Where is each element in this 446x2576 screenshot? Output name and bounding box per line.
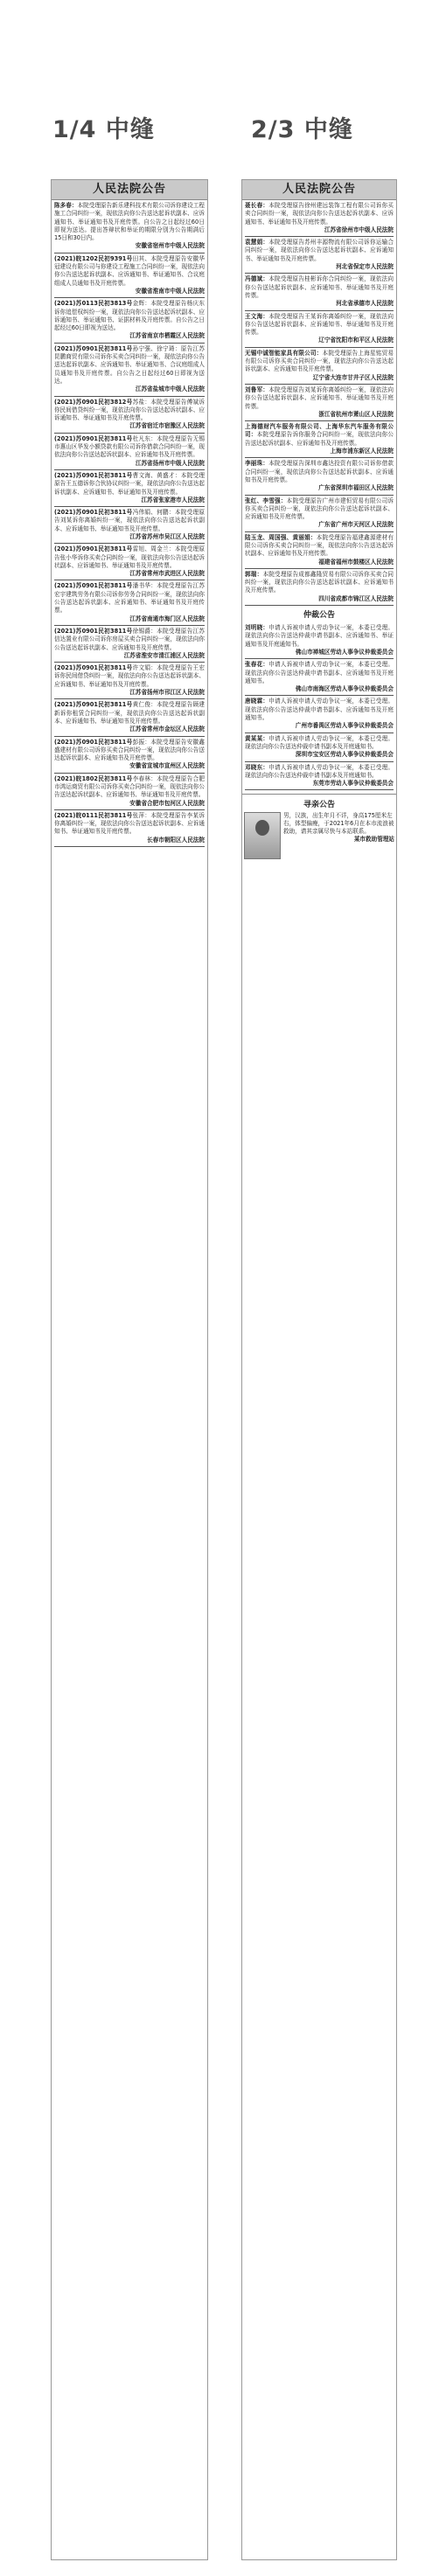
notice-separator (54, 625, 205, 626)
left-notice (54, 509, 205, 541)
notice-separator (54, 662, 205, 663)
notice-case: (2021)苏0901民初3811号 (54, 664, 133, 672)
notice-court: 安徽省宿州市中级人民法院 (135, 242, 205, 250)
notice-separator (245, 761, 394, 762)
notice-body: 李春林：本院受理原告合肥市鸿运商贸有限公司诉你买卖合同纠纷一案，现依法向你公告送达起诉状副本、应诉通知书、举证通知书及开庭传票。 (54, 774, 205, 799)
notice-court: 江苏省扬州市邗江区人民法院 (129, 689, 205, 697)
notice-separator (245, 605, 394, 606)
notice-separator (54, 343, 205, 344)
ad-text (283, 812, 394, 859)
notice-court: 福建省福州市鼓楼区人民法院 (318, 558, 394, 566)
right-notice (245, 313, 394, 345)
notice-court: 江苏省徐州市中级人民法院 (324, 226, 394, 233)
notice-separator (245, 236, 394, 237)
notice-body: 苏盐：本院受理原告傅斌诉你民间借贷纠纷一案，现依法向你公告送达起诉状副本、应诉通知书、举证通知书及开庭传票。 (54, 398, 205, 422)
notice-case: (2021)苏0901民初3811号 (54, 434, 133, 442)
notice-separator (54, 506, 205, 507)
notice-separator (245, 568, 394, 569)
notice-separator (245, 531, 394, 532)
notice-case: (2021)皖1802民初3811号 (54, 774, 133, 782)
notice-case: 张春花： (245, 661, 269, 669)
notice-court: 广东省广州市天河区人民法院 (318, 521, 394, 529)
person-photo (244, 812, 281, 859)
notice-court: 广东省深圳市福田区人民法院 (318, 484, 394, 492)
missing-person-ad (242, 794, 396, 861)
notice-body: 田其、本院受理原告安徽华冠建设有限公司与你建设工程施工合同纠纷一案，现依法向你公告送达起诉状副本、应诉通知书、举证通知书、合议庭组成人员通知书及开庭传票。 (54, 254, 205, 287)
notice-court: 四川省成都市锦江区人民法院 (318, 594, 394, 602)
left-notice (54, 812, 205, 844)
notice-court: 河北省保定市人民法院 (336, 263, 394, 271)
notice-body: 本院受理原告新乐建科技术有限公司诉你建设工程施工合同纠纷一案，现依法向你公告送达起诉状副本、应诉通知书、举证通知书及开庭传票。自公告之日起经过60日即视为送达。提出答辩状和举证的期限分别为公告期满后15日和30日内。 (54, 202, 206, 242)
notice-separator (245, 273, 394, 274)
notice-case: (2021)苏0901民初3811号 (54, 471, 133, 479)
notice-body: 本院受理原告成都鑫隆贸易有限公司诉你买卖合同纠纷一案，现依法向你公告送达起诉状副本、应诉通知书及开庭传票。 (245, 570, 394, 594)
notice-body: 申请人诉被申请人劳动争议一案，本委已受理。现依法向你公告送达仲裁申请书副本、应诉通知书及开庭通知书。 (245, 698, 394, 722)
right-notice (245, 350, 394, 382)
notice-case: 王文海： (245, 312, 269, 320)
notice-separator (54, 736, 205, 737)
notice-court: 安徽省宣城市宣州区人民法院 (129, 762, 205, 770)
notice-court: 安徽省淮南市中级人民法院 (135, 287, 205, 295)
notice-body: 杜凡东：本院受理原告无锡市惠山区华发小额贷款有限公司诉你借款合同纠纷一案，现依法向你公告送达起诉状副本、应诉通知书及开庭传票。 (54, 434, 205, 459)
notice-body: 申请人诉被申请人劳动争议一案，本委已受理。现依法向你公告送达仲裁申请书副本及开庭通知书。 (245, 763, 394, 779)
notice-separator (54, 773, 205, 774)
notice-court: 长春市朝阳区人民法院 (147, 836, 205, 844)
left-notice (54, 775, 205, 808)
notice-body: 本院受理原告徐州建远装饰工程有限公司诉你买卖合同纠纷一案，现依法向你公告送达起诉状副本、应诉通知书、举证通知书及开庭传票。 (245, 202, 394, 226)
notice-body: 金辉：本院受理原告杨庆东诉你追偿权纠纷一案，现依法向你公告送达起诉状副本、应诉通知书、举证通知书、证据材料及开庭传票。自公告之日起经过60日即视为送达。 (54, 300, 205, 332)
left-column-title: 人民法院公告 (52, 180, 207, 200)
notice-body: 曹文海、黄盛才：本院受理原告王五德诉你合伙协议纠纷一案，现依法向你公告送达起诉状副本、应诉通知书、举证通知书及开庭传票。 (54, 471, 205, 496)
notice-court: 河北省承德市人民法院 (336, 300, 394, 308)
notice-separator (245, 457, 394, 458)
arbitration-notice (245, 698, 394, 730)
notice-separator (245, 420, 394, 421)
notice-case: (2021)皖0111民初3811号 (54, 811, 133, 819)
notice-body: 冯伟娟、何鹏：本院受理原告刘某诉你离婚纠纷一案，现依法向你公告送达起诉状副本、应诉通知书、举证通知书及开庭传票。 (54, 509, 205, 532)
left-header-label: 1/4 中缝 (52, 116, 155, 143)
notice-case: (2021)苏0113民初3813号 (54, 300, 133, 308)
notice-body: 徐锡爵：本院受理原告江苏信达置业有限公司诉你房屋买卖合同纠纷一案，现依法向你公告送达起诉状副本、应诉通知书及开庭传票。 (54, 627, 205, 651)
notice-court: 浙江省杭州市萧山区人民法院 (318, 410, 394, 418)
notice-court: 上海市浦东新区人民法院 (330, 448, 394, 455)
notice-case: 无锡中诚智能家具有限公司： (245, 349, 323, 357)
notice-separator (245, 347, 394, 348)
notice-case: 唐晓霖： (245, 698, 269, 705)
right-notice (245, 571, 394, 603)
left-notice (54, 300, 205, 340)
notice-case: (2021)苏0901民初3811号 (54, 738, 133, 746)
right-column-title: 人民法院公告 (242, 180, 396, 200)
notice-court: 江苏省南京市栖霞区人民法院 (129, 332, 205, 340)
notice-body: 本院受理原告王某诉你离婚纠纷一案，现依法向你公告送达起诉状副本、应诉通知书、举证通知书及开庭传票。 (245, 312, 394, 337)
notice-body: 申请人诉被申请人劳动争议一案，本委已受理。现依法向你公告送达仲裁申请书副本及开庭通知书。 (245, 734, 394, 750)
notice-court: 江苏省南通市海门区人民法院 (129, 614, 205, 622)
right-notice (245, 202, 394, 234)
notice-court: 江苏省张家港市人民法院 (141, 496, 205, 503)
notice-body: 孙宁强、徐宁琦：原告江苏昆鹏商贸有限公司诉你买卖合同纠纷一案，现依法向你公告送达起诉状副本、应诉通知书、举证通知书、合议庭组成人员通知书及开庭传票。自公告之日起经过60日即视为送达。 (54, 344, 205, 385)
ad-description: 男，汉族，出生年月不详，身高175厘米左右，体型偏瘦，于2021年6月在本市流浪被救助，请其亲属尽快与本站联系。 (283, 812, 394, 836)
notice-separator (245, 384, 394, 385)
notice-body: 申请人诉被申请人劳动争议一案，本委已受理。现依法向你公告送达仲裁申请书副本、应诉通知书及开庭通知书。 (245, 661, 394, 684)
right-announcement-column (241, 179, 397, 2560)
notice-case: (2021)苏0901民初3811号 (54, 509, 133, 517)
notice-separator (245, 310, 394, 311)
arbitration-notice (245, 735, 394, 760)
notice-case: 聂长春： (245, 202, 269, 209)
left-notice (54, 545, 205, 578)
notice-separator (245, 495, 394, 496)
arbitration-notice (245, 661, 394, 693)
notice-separator (54, 809, 205, 810)
notice-separator (54, 543, 205, 544)
notice-case: 刘鲁军： (245, 385, 269, 393)
notice-case: 邓晓东： (245, 763, 269, 771)
notice-body: 本院受理原告福建鑫源建材有限公司诉你买卖合同纠纷一案，现依法向你公告送达起诉状副本、应诉通知书及开庭传票。 (245, 533, 394, 558)
notice-court: 佛山市南海区劳动人事争议仲裁委员会 (295, 685, 394, 693)
notice-court: 江苏省宿迁市宿豫区人民法院 (129, 422, 205, 430)
notice-court: 深圳市宝安区劳动人事争议仲裁委员会 (295, 751, 394, 759)
notice-body: 本院受理原告诉你服务合同纠纷一案，现依法向你公告送达起诉状副本、应诉通知书及开庭传票。 (245, 431, 394, 447)
notice-court: 江苏省常州市金坛区人民法院 (129, 726, 205, 733)
notice-body: 本院受理原告苏州丰源物流有限公司诉你运输合同纠纷一案，现依法向你公告送达起诉状副本、应诉通知书、举证通知书及开庭传票。 (245, 239, 394, 262)
right-notice (245, 460, 394, 492)
left-notice (54, 202, 205, 251)
left-notice (54, 435, 205, 468)
right-notice (245, 386, 394, 419)
notice-case: 陆玉龙、周国强、黄丽娟： (245, 533, 317, 541)
notice-case: (2021)苏0901民初3812号 (54, 398, 133, 406)
left-notices-list (52, 200, 207, 847)
notice-body: 潘书华：本院受理原告江苏宏宇建筑劳务有限公司诉你劳务合同纠纷一案，现依法向你公告送达起诉状副本、应诉通知书、举证通知书及开庭传票。 (54, 582, 205, 614)
notice-separator (54, 433, 205, 434)
ad-signer: 某市救助管理站 (353, 836, 394, 844)
notice-body: 张萍：本院受理原告李某诉你离婚纠纷一案，现依法向你公告送达起诉状副本、应诉通知书、举证通知书及开庭传票。 (54, 811, 205, 836)
notice-separator (54, 297, 205, 298)
notice-case: 李丽珠： (245, 460, 269, 468)
notice-case: 刘明晓： (245, 624, 269, 632)
right-notice (245, 534, 394, 566)
left-notice (54, 701, 205, 733)
notice-body: 雷旭、周金兰：本院受理原告张小华诉你买卖合同纠纷一案，现依法向你公告送达起诉状副本、应诉通知书、举证通知书及开庭传票。 (54, 545, 205, 569)
notice-separator (54, 698, 205, 699)
notice-separator (245, 695, 394, 696)
notice-case: (2021)苏0901民初3811号 (54, 582, 133, 590)
notice-body: 本院受理原告深圳市鑫达投资有限公司诉你借款合同纠纷一案，现依法向你公告送达起诉状副本、应诉通知书及开庭传票。 (245, 460, 394, 483)
arbitration-notice (245, 624, 394, 656)
ad-body (244, 812, 394, 859)
left-notice (54, 255, 205, 295)
left-notice (54, 345, 205, 394)
notice-case: 黄某某： (245, 734, 269, 742)
notice-court: 安徽省合肥市包河区人民法院 (129, 799, 205, 807)
notice-separator (54, 469, 205, 470)
notice-body: 许文娟：本院受理原告王宏诉你民间借贷纠纷一案，现依法向你公告送达起诉状副本、应诉通知书、举证通知书及开庭传票。 (54, 664, 205, 688)
notice-body: 彭振：本院受理原告安徽鑫盛建材有限公司诉你买卖合同纠纷一案，现依法向你公告送达起诉状副本、应诉通知书及开庭传票。 (54, 738, 205, 762)
notice-court: 江苏省苏州市吴江区人民法院 (129, 532, 205, 540)
notice-case: 袁慧娟： (245, 239, 269, 246)
notice-court: 辽宁省大连市甘井子区人民法院 (312, 373, 394, 381)
notice-case: (2021)皖1202民初9391号 (54, 254, 133, 262)
notice-separator (54, 846, 205, 847)
notice-case: 冯德斌： (245, 275, 269, 283)
left-notice (54, 399, 205, 431)
notice-separator (245, 789, 394, 790)
notice-court: 江苏省淮安市清江浦区人民法院 (123, 651, 205, 659)
notice-case: (2021)苏0901民初3811号 (54, 545, 133, 553)
notice-case: (2021)苏0901民初3811号 (54, 627, 133, 635)
left-notice (54, 582, 205, 622)
notice-court: 东莞市劳动人事争议仲裁委员会 (312, 780, 394, 788)
right-notices-list (242, 200, 396, 606)
notice-case: 陈多春： (54, 202, 78, 209)
notice-case: 张红、李雪强： (245, 496, 287, 504)
notice-case: 上海德财汽车服务有限公司、上海华东汽车服务有限公司： (245, 423, 394, 439)
notice-court: 辽宁省沈阳市和平区人民法院 (318, 337, 394, 344)
notice-case: 郭瑞： (245, 570, 263, 578)
left-notice (54, 739, 205, 771)
notice-body: 黄仁俊：本院受理原告顾建新诉你租赁合同纠纷一案，现依法向你公告送达起诉状副本、应诉通知书、举证通知书及开庭传票。 (54, 701, 205, 725)
right-notice (245, 497, 394, 530)
right-header-label: 2/3 中缝 (251, 116, 353, 143)
notice-court: 江苏省盐城市中级人民法院 (135, 385, 205, 393)
notice-court: 佛山市禅城区劳动人事争议仲裁委员会 (295, 648, 394, 656)
notice-body: 本院受理原告刘某诉你离婚纠纷一案，现依法向你公告送达起诉状副本、应诉通知书、举证通知书及开庭传票。 (245, 385, 394, 410)
left-announcement-column (51, 179, 208, 2560)
notice-body: 本院受理原告桂彬诉你合同纠纷一案，现依法向你公告送达起诉状副本、应诉通知书、举证通知书及开庭传票。 (245, 275, 394, 299)
left-notice (54, 472, 205, 504)
notice-separator (54, 396, 205, 397)
notice-court: 江苏省常州市武进区人民法院 (129, 570, 205, 578)
notice-separator (245, 658, 394, 659)
right-notice (245, 239, 394, 271)
arbitration-notices-list (242, 622, 396, 790)
notice-body: 本院受理原告上海星铭贸易有限公司诉你买卖合同纠纷一案，现依法向你公告送达起诉状副本、应诉通知书及开庭传票。 (245, 349, 394, 373)
arbitration-notice (245, 764, 394, 788)
left-notice (54, 628, 205, 660)
notice-body: 本院受理原告广州市建恒贸易有限公司诉你买卖合同纠纷一案，现依法向你公告送达起诉状副本、应诉通知书及开庭传票。 (245, 496, 394, 521)
notice-court: 江苏省扬州市中级人民法院 (135, 459, 205, 467)
ad-title: 寻亲公告 (303, 801, 335, 810)
notice-body: 申请人诉被申请人劳动争议一案，本委已受理。现依法向你公告送达仲裁申请书副本、应诉通知书、举证通知书及开庭通知书。 (245, 624, 394, 648)
right-notice (245, 275, 394, 308)
left-notice (54, 664, 205, 697)
notice-case: (2021)苏0901民初3811号 (54, 701, 133, 709)
notice-case: (2021)苏0901民初3811号 (54, 344, 133, 352)
arbitration-section-title: 仲裁公告 (303, 611, 335, 621)
notice-court: 广州市番禺区劳动人事争议仲裁委员会 (295, 722, 394, 730)
right-notice (245, 423, 394, 455)
